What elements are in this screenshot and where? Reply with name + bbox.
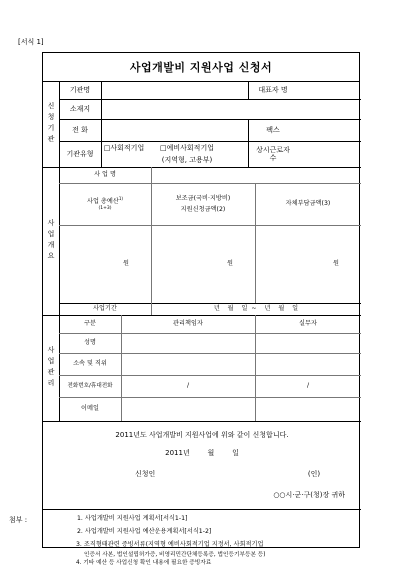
agency-type-label: 기관유형 — [66, 149, 94, 158]
type-prelim-enterprise-checkbox[interactable]: □예비사회적기업 — [160, 143, 214, 152]
practitioner-header: 실무자 — [299, 320, 317, 328]
fax-field[interactable] — [299, 120, 359, 141]
subsidy-field[interactable] — [152, 226, 253, 302]
form-title: 사업개발비 지원사업 신청서 — [43, 53, 359, 82]
self-burden-label: 자체부담금액(3) — [285, 200, 331, 208]
email-label: 이메일 — [81, 405, 99, 413]
fax-label: 팩스 — [266, 125, 280, 134]
manager-header: 관리책임자 — [173, 320, 203, 328]
practitioner-affiliation-field[interactable] — [256, 354, 359, 375]
declaration-statement: 2011년도 사업개발비 지원사업에 위와 같이 신청합니다. — [115, 430, 289, 439]
name-label: 성명 — [84, 339, 96, 347]
applicant-section-label: 신청기관 — [47, 102, 55, 146]
phone-label: 전 화 — [72, 125, 88, 134]
regular-workers-label: 상시근로자수 — [256, 145, 290, 162]
declaration-date[interactable]: 2011년 월 일 — [165, 448, 239, 457]
total-budget-label-group — [87, 197, 123, 205]
total-budget-field[interactable] — [60, 226, 149, 302]
subsidy-won: 원 — [227, 260, 233, 268]
subsidy-label-line1: 보조금(국비·지방비) — [175, 194, 231, 202]
manager-phone-field[interactable]: / — [186, 382, 190, 390]
total-budget-superscript: 1) — [118, 196, 123, 202]
type-social-enterprise-checkbox[interactable]: □사회적기업 — [103, 143, 145, 152]
representative-label: 대표자 명 — [258, 85, 288, 94]
address-label: 소재지 — [69, 104, 91, 113]
seal-mark[interactable]: (인) — [307, 469, 321, 478]
contact-phone-label: 전화번호/휴대전화 — [67, 382, 113, 389]
practitioner-email-field[interactable] — [256, 398, 359, 421]
management-section-label: 사업관리 — [47, 346, 55, 390]
attachment-item-2: 2. 사업개발비 지원사업 예산운용계획서[서식1-2] — [77, 528, 212, 535]
address-field[interactable] — [102, 100, 358, 119]
subsidy-label-line2: 지원신청금액(2) — [180, 206, 226, 213]
self-burden-field[interactable] — [256, 226, 359, 302]
attachments-label: 첨부 : — [9, 515, 28, 524]
representative-field[interactable] — [299, 82, 359, 99]
manager-affiliation-field[interactable] — [122, 354, 254, 375]
total-budget-formula: (1+3) — [98, 205, 112, 211]
attachment-item-4: 4. 기타 예산 등 사업신청 확인 내용에 필요한 증빙자료 — [76, 560, 212, 566]
practitioner-phone-field[interactable]: / — [306, 382, 310, 390]
applicant-signer-label: 신청인 — [135, 469, 156, 478]
attachment-item-3-continued: 인증서 사본, 법인설립허가증, 비영리민간단체등록증, 법인등기부등본 등) — [84, 552, 266, 558]
business-section-label: 사업개요 — [47, 219, 55, 263]
period-value[interactable]: 년 월 일 ~ 년 월 일 — [213, 305, 299, 313]
total-budget-won: 원 — [123, 260, 129, 268]
period-label: 사업기간 — [93, 305, 117, 313]
agency-name-field[interactable] — [102, 82, 247, 99]
total-budget-label: 사업 총예산 — [87, 198, 119, 206]
attachment-item-1: 1. 사업개발비 지원사업 계획서[서식1-1] — [77, 515, 188, 522]
form-number-label: [서식 1] — [18, 38, 44, 46]
phone-field[interactable] — [102, 120, 247, 141]
self-burden-won: 원 — [333, 260, 339, 268]
affiliation-label: 소속 및 직위 — [73, 360, 107, 368]
business-name-field[interactable] — [152, 168, 358, 183]
business-name-label: 사 업 명 — [94, 171, 116, 179]
application-form — [9, 52, 360, 548]
manager-name-field[interactable] — [122, 334, 254, 353]
attachment-item-3: 3. 조직형태관련 증빙서류(지역형 예비사회적기업 지정서, 사회적기업 — [76, 541, 264, 548]
agency-name-label: 기관명 — [69, 85, 91, 94]
manager-email-field[interactable] — [122, 398, 254, 421]
recipient-line: ○○시·군·구(청)장 귀하 — [273, 490, 345, 499]
regular-workers-field[interactable] — [299, 142, 359, 167]
practitioner-name-field[interactable] — [256, 334, 359, 353]
category-label: 구분 — [84, 320, 96, 328]
type-prelim-enterprise-subtype: (지역형, 고용부) — [161, 155, 213, 164]
